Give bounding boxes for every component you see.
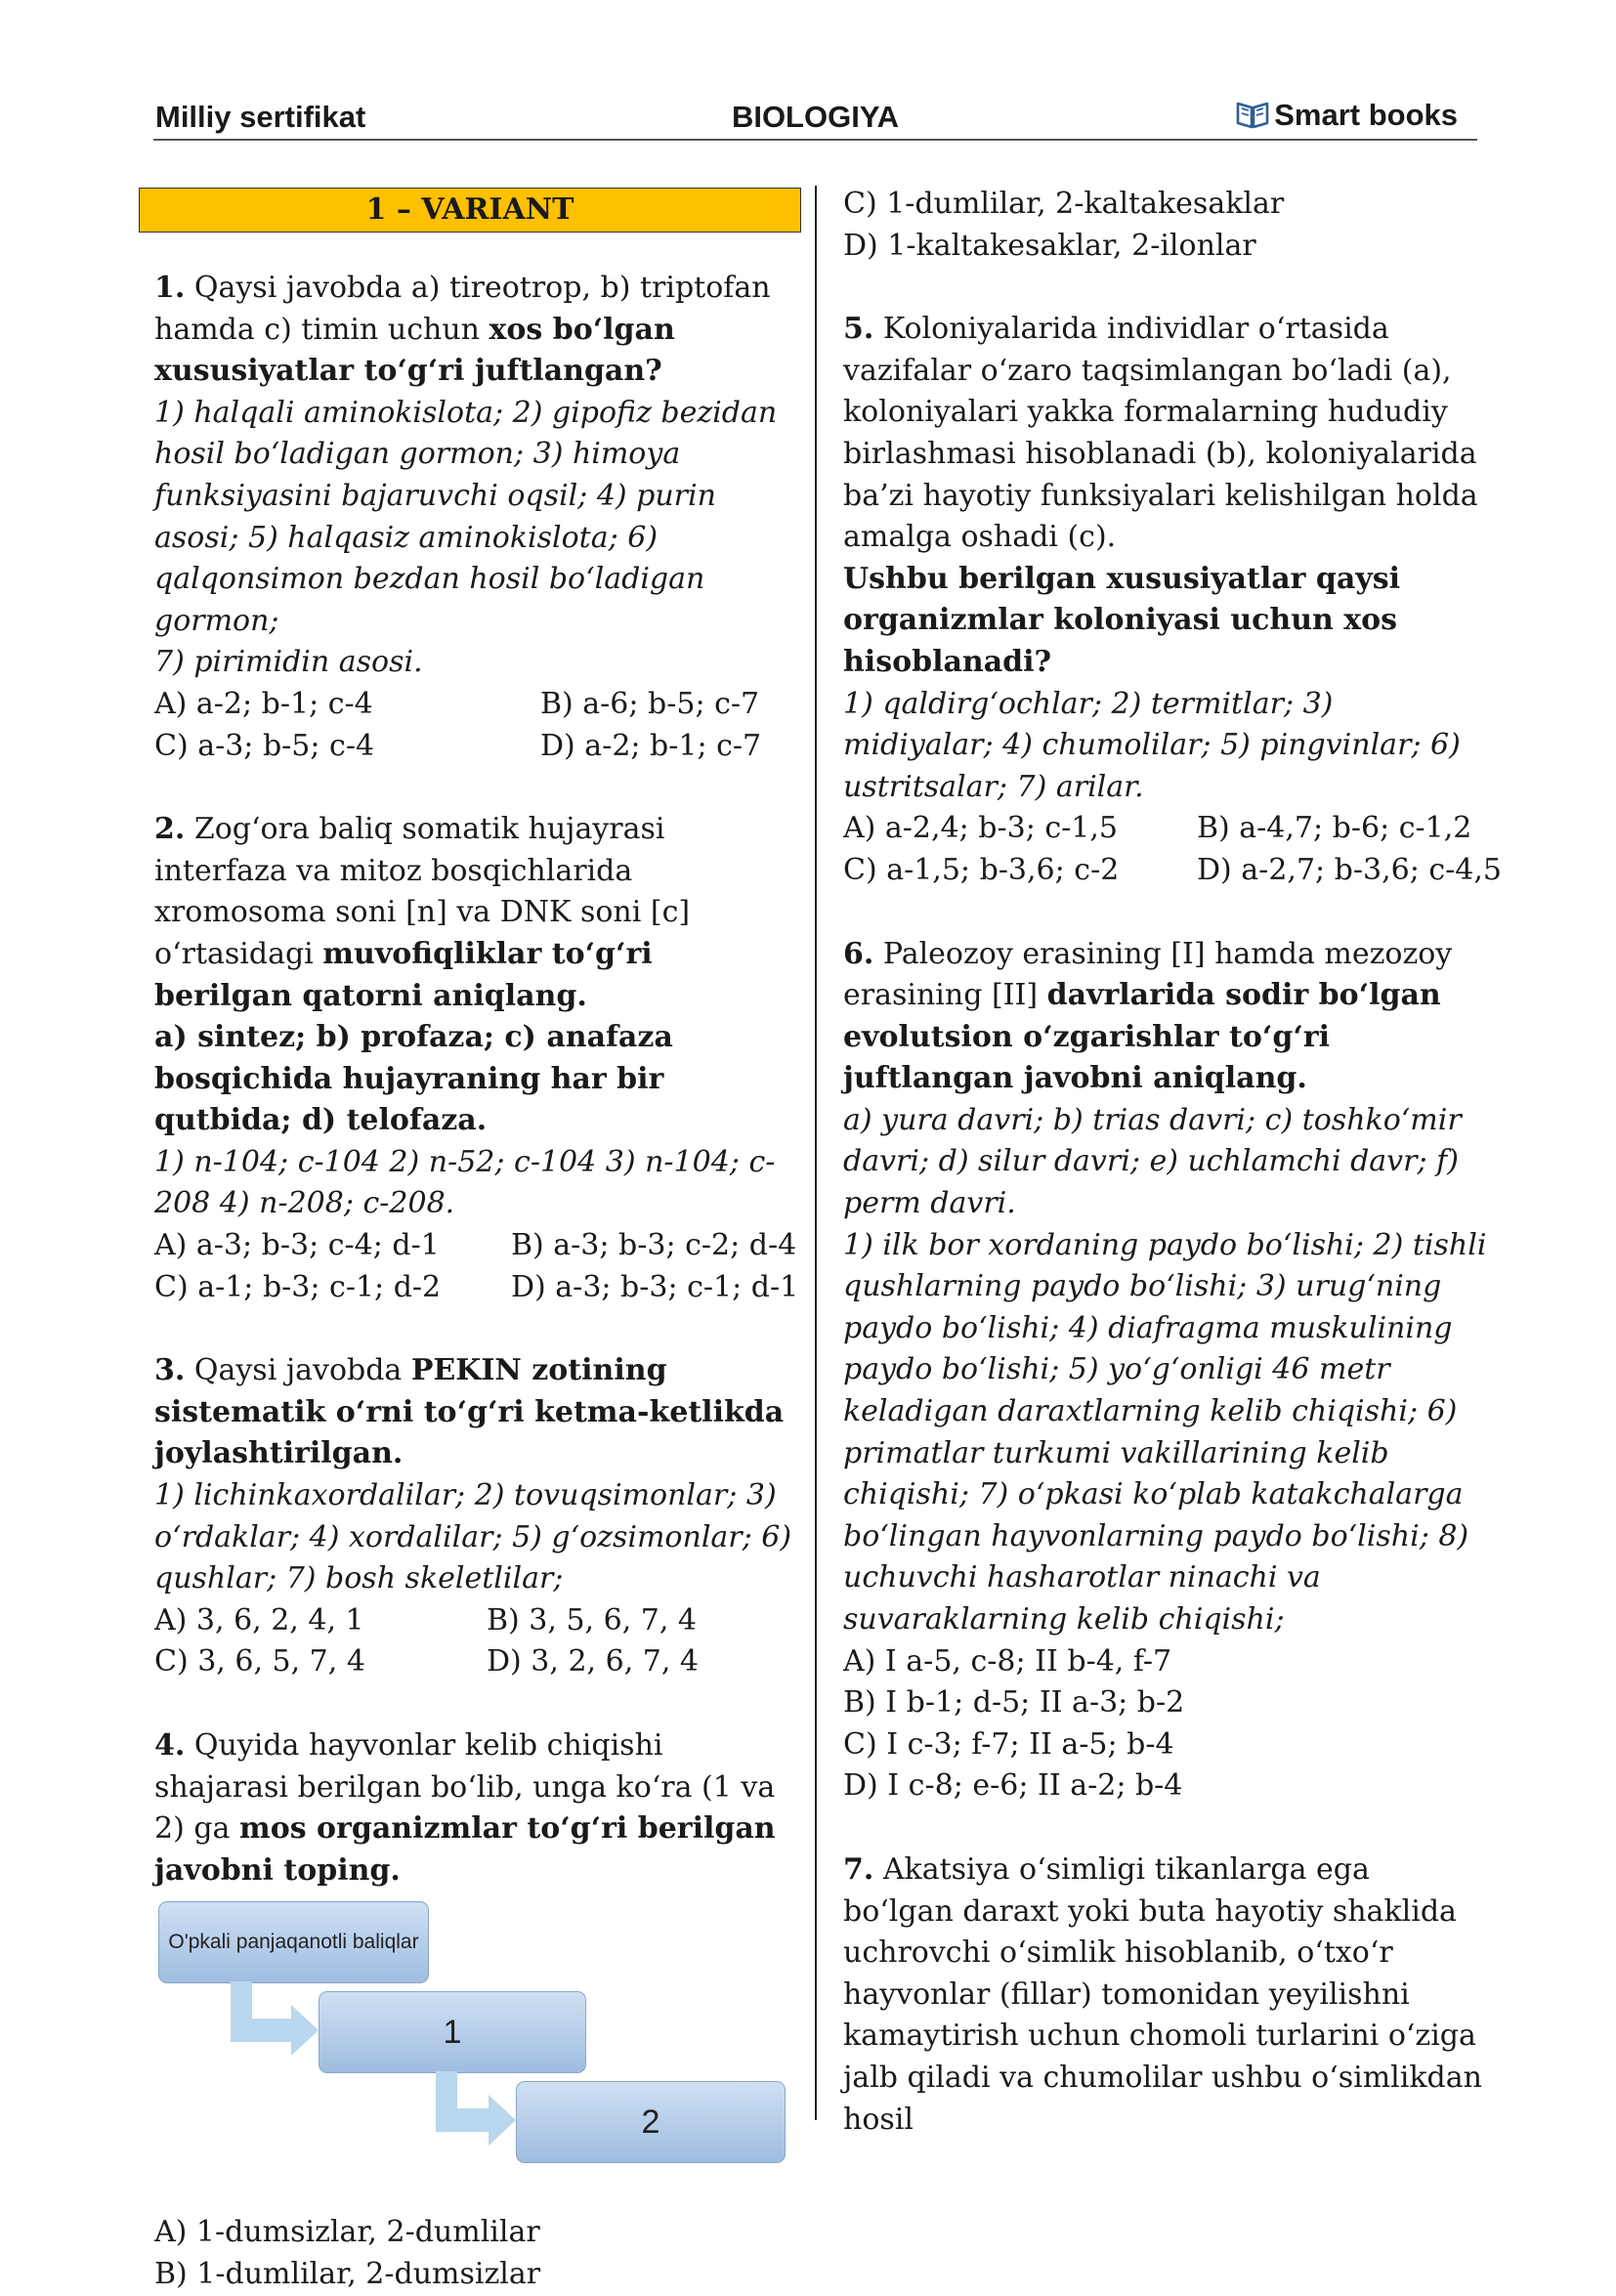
answer-options [154,684,799,767]
option-b[interactable]: B) 1-dumlilar, 2-dumsizlar [154,2256,541,2291]
question-3 [154,1350,799,1683]
diagram-node-1: 1 [319,1991,586,2073]
answer-options [843,808,1503,891]
option-d[interactable]: D) 3, 2, 6, 7, 4 [487,1644,700,1679]
column-divider [815,186,817,2120]
question-number: 5. [843,312,874,347]
question-4-stem [154,1725,799,1892]
question-2-stages: a) sintez; b) profaza; c) anafaza bosqichida hujayraning har bir qutbida; d) telofaza. [154,1020,673,1138]
option-d[interactable]: D) I c-8; e-6; II a-2; b-4 [843,1768,1183,1804]
question-3-items: 1) lichinkaxordalilar; 2) tovuqsimonlar; 3) o‘rdaklar; 4) xordalilar; 5) g‘ozsimonlar; 6) qushlar; 7) bosh skeletlilar; [154,1478,792,1596]
question-bold-text: mos organizmlar to‘g‘ri berilgan javobni toping. [154,1811,776,1888]
option-c[interactable]: C) a-3; b-5; c-4 [154,728,375,763]
question-1-items-end: 7) pirimidin asosi. [154,645,423,680]
question-text: Qaysi javobda [185,1353,411,1388]
question-2-stem [154,809,799,1017]
question-5 [843,309,1503,891]
question-3-stem [154,1350,799,1475]
option-a[interactable]: A) a-3; b-3; c-4; d-1 [154,1228,440,1263]
question-7-stem [843,1850,1488,2141]
option-d[interactable]: D) a-2; b-1; c-7 [540,728,762,763]
option-b[interactable]: B) a-4,7; b-6; c-1,2 [1197,811,1472,846]
header-brand [1235,98,1458,133]
question-text: Qaysi javobda a) tireotrop, b) triptofan hamda c) timin uchun [154,271,771,347]
question-bold-text: xos bo‘lgan xususiyatlar to‘g‘ri juftlangan? [154,312,675,389]
question-number: 3. [154,1353,186,1388]
question-5-items: 1) qaldirg‘ochlar; 2) termitlar; 3) midiyalar; 4) chumolilar; 5) pingvinlar; 6) ustritsalar; 7) arilar. [843,686,1461,804]
option-c[interactable]: C) I c-3; f-7; II a-5; b-4 [843,1726,1174,1762]
question-7 [843,1850,1488,2141]
answer-options [154,1600,799,1683]
book-icon [1235,100,1270,131]
option-b[interactable]: B) a-6; b-5; c-7 [540,686,760,721]
question-1-items: 1) halqali aminokislota; 2) gipofiz bezidan hosil bo‘ladigan gormon; 3) himoya funksiyasini bajaruvchi oqsil; 4) purin asosi; 5) halqasiz aminokislota; 6) qalqonsimon bezdan hosil bo‘ladigan gormon; [154,395,778,638]
question-6-periods: a) yura davri; b) trias davri; c) toshko‘mir davri; d) silur davri; e) uchlamchi davr; f) perm davri. [843,1102,1462,1221]
option-b[interactable]: B) I b-1; d-5; II a-3; b-2 [843,1685,1185,1721]
question-bold-text: muvofiqliklar to‘g‘ri berilgan qatorni aniqlang. [154,936,653,1013]
option-c[interactable]: C) a-1; b-3; c-1; d-2 [154,1269,442,1304]
question-6 [843,934,1488,1807]
question-4-continued [843,184,1488,267]
question-number: 2. [154,812,186,847]
option-a[interactable]: A) 3, 6, 2, 4, 1 [154,1602,364,1637]
question-bold-text: davrlarida sodir bo‘lgan evolutsion o‘zgarishlar to‘g‘ri juftlangan javobni aniqlang. [843,978,1441,1096]
answer-options [154,1225,799,1308]
question-number: 4. [154,1728,186,1763]
header-subject: BIOLOGIYA [731,100,900,134]
question-6-stem [843,934,1488,1100]
question-6-events: 1) ilk bor xordaning paydo bo‘lishi; 2) tishli qushlarning paydo bo‘lishi; 3) urug‘ning paydo bo‘lishi; 4) diafragma muskulining paydo bo‘lishi; 5) yo‘g‘onligi 46 metr keladigan daraxtlarning kelib chiqishi; 6) primatlar turkumi vakillarining kelib chiqishi; 7) o‘pkasi ko‘plab katakchalarga bo‘lingan hayvonlarning paydo bo‘lishi; 8) uchuvchi hasharotlar ninachi va suvaraklarning kelib chiqishi; [843,1227,1487,1637]
brand-name: Smart books [1274,98,1458,132]
option-a[interactable]: A) a-2; b-1; c-4 [154,686,373,721]
question-bold-text: PEKIN zotining sistematik o‘rni to‘g‘ri ketma-ketlikda joylashtirilgan. [154,1353,785,1471]
diagram-arrow [436,2071,524,2161]
option-a[interactable]: A) a-2,4; b-3; c-1,5 [843,811,1119,846]
evolution-diagram [152,1901,797,2185]
header-left-title: Milliy sertifikat [155,100,366,134]
left-column [154,268,799,2296]
question-number: 1. [154,271,186,305]
option-b[interactable]: B) 3, 5, 6, 7, 4 [487,1602,698,1637]
option-d[interactable]: D) 1-kaltakesaklar, 2-ilonlar [843,228,1256,263]
option-a[interactable]: A) I a-5, c-8; II b-4, f-7 [843,1643,1172,1679]
answer-options [154,2212,799,2295]
option-d[interactable]: D) a-2,7; b-3,6; c-4,5 [1197,852,1503,887]
question-text: Zog‘ora baliq somatik hujayrasi interfaza va mitoz bosqichlarida xromosoma soni [n] va DNK soni [c] o‘rtasidagi [154,812,691,971]
option-d[interactable]: D) a-3; b-3; c-1; d-1 [511,1269,799,1304]
variant-banner: 1 – VARIANT [139,188,801,233]
question-1 [154,268,799,767]
question-text: Paleozoy erasining [I] hamda mezozoy erasining [II] [843,936,1453,1013]
question-5-stem [843,309,1488,559]
question-number: 6. [843,936,874,971]
option-c[interactable]: C) 3, 6, 5, 7, 4 [154,1644,365,1679]
right-column [843,184,1503,2141]
question-text: Quyida hayvonlar kelib chiqishi shajarasi berilgan bo‘lib, unga ko‘ra (1 va 2) ga [154,1728,776,1847]
diagram-root-node: O'pkali panjaqanotli baliqlar [158,1901,429,1983]
option-c[interactable]: C) a-1,5; b-3,6; c-2 [843,852,1120,887]
question-bold-text: Ushbu berilgan xususiyatlar qaysi organizmlar koloniyasi uchun xos hisoblanadi? [843,561,1401,679]
answer-options [843,184,1488,267]
option-c[interactable]: C) 1-dumlilar, 2-kaltakesaklar [843,187,1285,221]
page-header [153,94,1477,141]
answer-options [843,1641,1488,1807]
question-1-stem [154,268,799,393]
question-2-items: 1) n-104; c-104 2) n-52; c-104 3) n-104; c-208 4) n-208; c-208. [154,1144,776,1221]
question-text: Koloniyalarida individlar o‘rtasida vazifalar o‘zaro taqsimlangan bo‘ladi (a), koloniyalari yakka formalarning hududiy birlashmasi hisoblanadi (b), koloniyalarida ba’zi hayotiy funksiyalari kelishilgan holda amalga oshadi (c). [843,312,1478,555]
diagram-arrow [231,1981,328,2071]
question-number: 7. [843,1851,874,1887]
question-2 [154,809,799,1308]
option-b[interactable]: B) a-3; b-3; c-2; d-4 [511,1228,797,1263]
question-text: Akatsiya o‘simligi tikanlarga ega bo‘lgan daraxt yoki buta hayotiy shaklida uchrovchi o‘simlik hisoblanib, o‘txo‘r hayvonlar (fillar) tomonidan yeyilishni kamaytirish uchun chomoli turlarini o‘ziga jalb qiladi va chumolilar ushbu o‘simlikdan hosil [843,1851,1482,2137]
option-a[interactable]: A) 1-dumsizlar, 2-dumlilar [154,2215,540,2250]
question-4 [154,1725,799,2296]
diagram-node-2: 2 [516,2081,786,2163]
